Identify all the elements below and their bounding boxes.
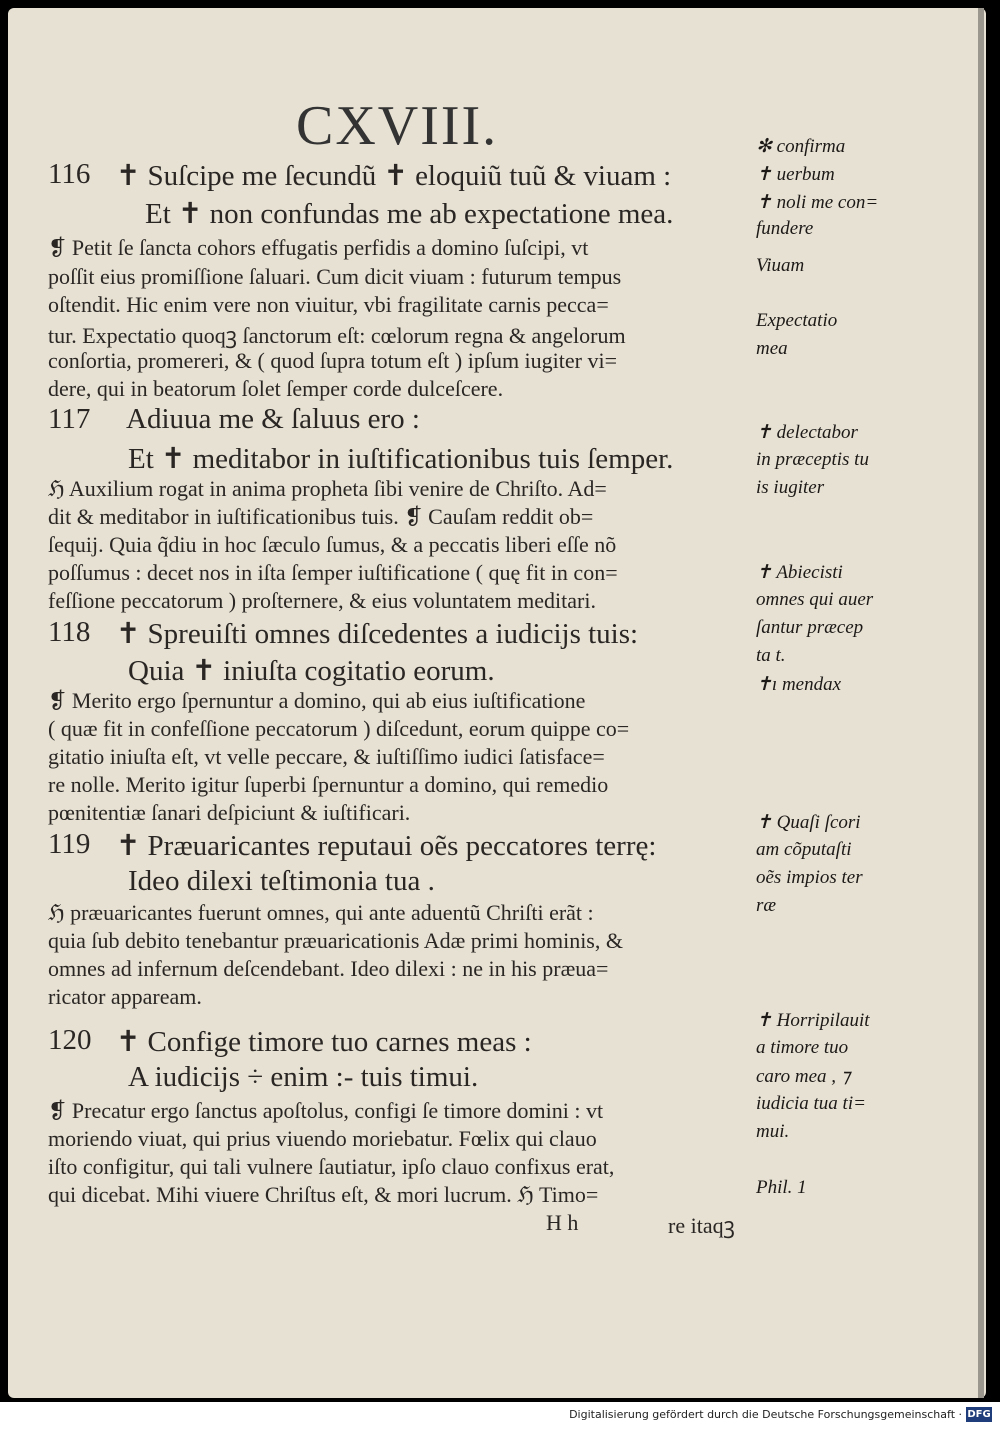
verse-line: Adiuua me & ſaluus ero : xyxy=(126,403,420,435)
margin-note: mui. xyxy=(756,1121,790,1142)
margin-note: caro mea , ⁊ xyxy=(756,1066,851,1087)
verse-number: 118 xyxy=(48,616,91,648)
page-edge xyxy=(978,8,984,1398)
margin-note: ✝ Quaſi ſcori xyxy=(756,812,861,833)
commentary-line: dere, qui in beatorum ſolet ſemper corde dulceſcere. xyxy=(48,376,504,401)
catchword: re itaqꝫ xyxy=(668,1213,735,1238)
margin-note: am cõputaſti xyxy=(756,839,852,860)
footer-bar xyxy=(0,1402,1000,1429)
margin-note: in præceptis tu xyxy=(756,449,869,470)
commentary-line: poſſumus : decet nos in iſta ſemper iuſtificatione ( quę fit in con= xyxy=(48,560,618,585)
commentary-line: poſſit eius promiſſione ſaluari. Cum dicit viuam : futurum tempus xyxy=(48,264,622,289)
verse-number: 120 xyxy=(48,1024,92,1056)
margin-note: ta t. xyxy=(756,645,786,666)
commentary-line: ( quæ fit in confeſſione peccatorum ) diſcedunt, eorum quippe co= xyxy=(48,716,630,741)
dfg-logo: DFG xyxy=(967,1409,991,1420)
commentary-line: moriendo viuat, qui prius viuendo moriebatur. Fœlix qui clauo xyxy=(48,1126,597,1151)
margin-note: Expectatio xyxy=(756,310,838,331)
margin-note: Phil. 1 xyxy=(756,1177,807,1198)
margin-note: ✝ delectabor xyxy=(756,422,858,443)
margin-note: ræ xyxy=(756,895,777,916)
signature-mark: H h xyxy=(546,1210,579,1235)
verse-line: ✝ Spreuiſti omnes diſcedentes a iudicijs tuis: xyxy=(116,618,639,650)
margin-note: ✝ uerbum xyxy=(756,164,835,185)
verse-line: Et ✝ non confundas me ab expectatione mea. xyxy=(145,198,674,230)
commentary-line: quia ſub debito tenebantur præuaricationis Adæ primi hominis, & xyxy=(48,928,623,953)
margin-note: fundere xyxy=(756,218,814,239)
margin-note: ✝ Abiecisti xyxy=(756,562,843,583)
margin-note: omnes qui auer xyxy=(756,589,874,610)
book-page xyxy=(8,8,986,1398)
verse-line: Et ✝ meditabor in iuſtificationibus tuis ſemper. xyxy=(128,443,674,475)
verse-number: 117 xyxy=(48,403,91,435)
verse-number: 119 xyxy=(48,828,91,860)
commentary-line: ❡ Petit ſe ſancta cohors effugatis perfidis a domino ſuſcipi, vt xyxy=(48,235,589,260)
commentary-line: ℌ Auxilium rogat in anima propheta ſibi venire de Chriſto. Ad= xyxy=(48,476,607,501)
commentary-line: ❡ Precatur ergo ſanctus apoſtolus, configi ſe timore domini : vt xyxy=(48,1098,604,1123)
commentary-line: pœnitentiæ ſanari deſpiciunt & iuſtificari. xyxy=(48,800,411,825)
page-headline: CXVIII. xyxy=(296,95,499,157)
commentary-line: qui dicebat. Mihi viuere Chriſtus eſt, & mori lucrum. ℌ Timo= xyxy=(48,1182,599,1207)
commentary-line: feſſione peccatorum ) proſternere, & eius voluntatem meditari. xyxy=(48,588,596,613)
commentary-line: dit & meditabor in iuſtificationibus tuis. ❡ Cauſam reddit ob= xyxy=(48,504,594,529)
margin-note: iudicia tua ti= xyxy=(756,1093,866,1114)
funding-credit: Digitalisierung gefördert durch die Deutsche Forschungsgemeinschaft · xyxy=(569,1408,962,1421)
margin-note: is iugiter xyxy=(756,477,825,498)
commentary-line: gitatio iniuſta eſt, vt velle peccare, & iuſtiſſimo iudici ſatisface= xyxy=(48,744,605,769)
commentary-line: conſortia, promereri, & ( quod ſupra totum eſt ) ipſum iugiter vi= xyxy=(48,348,618,373)
verse-line: A iudicijs ÷ enim :- tuis timui. xyxy=(128,1061,479,1093)
commentary-line: ❡ Merito ergo ſpernuntur a domino, qui ab eius iuſtificatione xyxy=(48,688,586,713)
verse-line: ✝ Suſcipe me ſecundũ ✝ eloquiũ tuũ & viuam : xyxy=(116,160,672,192)
margin-note: ✝ noli me con= xyxy=(756,192,879,213)
margin-note: Viuam xyxy=(756,255,805,276)
commentary-line: tur. Expectatio quoqꝫ ſanctorum eſt: cœlorum regna & angelorum xyxy=(48,323,626,348)
commentary-line: iſto configitur, qui tali vulnere ſautiatur, ipſo clauo confixus erat, xyxy=(48,1154,615,1179)
margin-note: mea xyxy=(756,338,788,359)
verse-line: ✝ Præuaricantes reputaui oẽs peccatores terrę: xyxy=(116,830,657,862)
margin-note: ✝ Horripilauit xyxy=(756,1010,870,1031)
verse-line: Quia ✝ iniuſta cogitatio eorum. xyxy=(128,655,495,687)
margin-note: ✻ confirma xyxy=(756,136,846,157)
verse-number: 116 xyxy=(48,158,91,190)
verse-line: Ideo dilexi teſtimonia tua . xyxy=(128,865,435,897)
commentary-line: re nolle. Merito igitur ſuperbi ſpernuntur a domino, qui remedio xyxy=(48,772,609,797)
verse-line: ✝ Confige timore tuo carnes meas : xyxy=(116,1026,532,1058)
margin-note: ✝ı mendax xyxy=(756,674,842,695)
commentary-line: ℌ præuaricantes fuerunt omnes, qui ante aduentũ Chriſti erãt : xyxy=(48,900,594,925)
margin-note: ſantur præcep xyxy=(756,617,864,638)
commentary-line: ſequij. Quia q̃diu in hoc ſæculo ſumus, & a peccatis liberi eſſe nõ xyxy=(48,532,617,557)
commentary-line: ricator appaream. xyxy=(48,984,202,1009)
commentary-line: oſtendit. Hic enim vere non viuitur, vbi fragilitate carnis pecca= xyxy=(48,292,609,317)
margin-note: oẽs impios ter xyxy=(756,867,863,888)
commentary-line: omnes ad infernum deſcendebant. Ideo dilexi : ne in his præua= xyxy=(48,956,609,981)
margin-note: a timore tuo xyxy=(756,1037,849,1058)
